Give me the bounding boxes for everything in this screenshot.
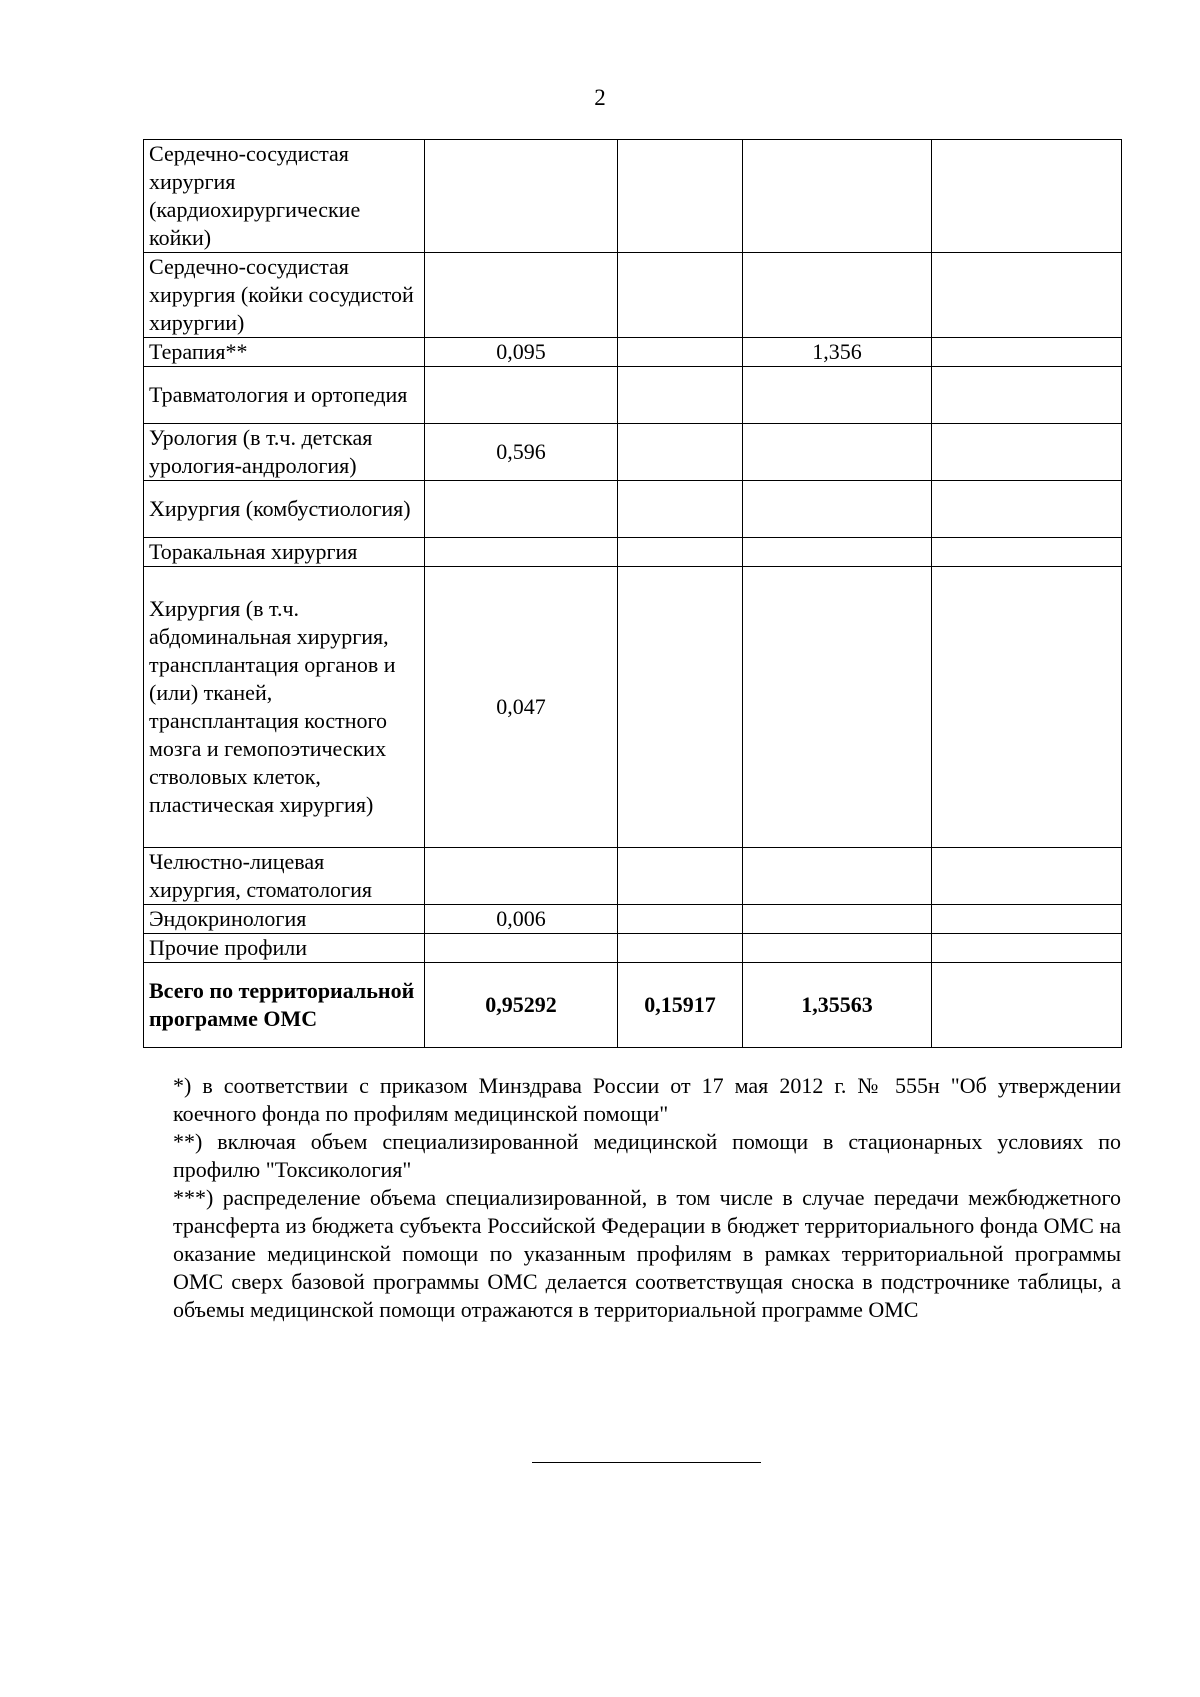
profile-name-cell: Сердечно-сосудистая хирургия (кардиохирургические койки) bbox=[144, 140, 425, 253]
value-cell-col3 bbox=[743, 253, 932, 338]
value-cell-col1 bbox=[425, 253, 618, 338]
value-cell-col4 bbox=[932, 567, 1122, 848]
value-cell-col2 bbox=[618, 848, 743, 905]
value-cell-col2 bbox=[618, 567, 743, 848]
table-row bbox=[144, 538, 1122, 567]
profile-name-cell: Эндокринология bbox=[144, 905, 425, 934]
profile-name-cell: Челюстно-лицевая хирургия, стоматология bbox=[144, 848, 425, 905]
value-cell-col4 bbox=[932, 963, 1122, 1048]
value-cell-col2: 0,15917 bbox=[618, 963, 743, 1048]
value-cell-col1: 0,047 bbox=[425, 567, 618, 848]
value-cell-col1 bbox=[425, 140, 618, 253]
value-cell-col4 bbox=[932, 253, 1122, 338]
table-row bbox=[144, 848, 1122, 905]
page-number: 2 bbox=[594, 85, 606, 110]
footnotes bbox=[173, 1072, 1121, 1324]
table-row bbox=[144, 367, 1122, 424]
table-row bbox=[144, 905, 1122, 934]
value-cell-col3 bbox=[743, 538, 932, 567]
value-cell-col4 bbox=[932, 367, 1122, 424]
value-cell-col4 bbox=[932, 538, 1122, 567]
value-cell-col2 bbox=[618, 253, 743, 338]
value-cell-col1 bbox=[425, 538, 618, 567]
value-cell-col3 bbox=[743, 140, 932, 253]
value-cell-col1: 0,596 bbox=[425, 424, 618, 481]
value-cell-col2 bbox=[618, 338, 743, 367]
value-cell-col3: 1,356 bbox=[743, 338, 932, 367]
value-cell-col1 bbox=[425, 848, 618, 905]
profile-volumes-table bbox=[143, 139, 1122, 1048]
value-cell-col3 bbox=[743, 367, 932, 424]
value-cell-col2 bbox=[618, 424, 743, 481]
value-cell-col4 bbox=[932, 905, 1122, 934]
value-cell-col2 bbox=[618, 367, 743, 424]
value-cell-col1: 0,095 bbox=[425, 338, 618, 367]
value-cell-col3 bbox=[743, 905, 932, 934]
table-row bbox=[144, 934, 1122, 963]
value-cell-col4 bbox=[932, 338, 1122, 367]
value-cell-col4 bbox=[932, 481, 1122, 538]
value-cell-col4 bbox=[932, 424, 1122, 481]
table-body bbox=[144, 140, 1122, 1048]
value-cell-col1 bbox=[425, 367, 618, 424]
profile-name-cell: Сердечно-сосудистая хирургия (койки сосудистой хирургии) bbox=[144, 253, 425, 338]
value-cell-col2 bbox=[618, 934, 743, 963]
value-cell-col3: 1,35563 bbox=[743, 963, 932, 1048]
value-cell-col4 bbox=[932, 140, 1122, 253]
profile-name-cell: Прочие профили bbox=[144, 934, 425, 963]
profile-name-cell: Травматология и ортопедия bbox=[144, 367, 425, 424]
footnote-1: *) в соответствии с приказом Минздрава России от 17 мая 2012 г. № 555н "Об утверждении коечного фонда по профилям медицинской помощи" bbox=[173, 1073, 1121, 1126]
profile-name-cell: Хирургия (комбустиология) bbox=[144, 481, 425, 538]
table-row bbox=[144, 253, 1122, 338]
table-row bbox=[144, 140, 1122, 253]
value-cell-col4 bbox=[932, 934, 1122, 963]
value-cell-col1: 0,006 bbox=[425, 905, 618, 934]
end-separator-line bbox=[532, 1462, 761, 1463]
value-cell-col2 bbox=[618, 481, 743, 538]
value-cell-col1 bbox=[425, 934, 618, 963]
table-row bbox=[144, 424, 1122, 481]
profile-name-cell: Всего по территориальной программе ОМС bbox=[144, 963, 425, 1048]
table-total-row bbox=[144, 963, 1122, 1048]
profile-name-cell: Терапия** bbox=[144, 338, 425, 367]
value-cell-col4 bbox=[932, 848, 1122, 905]
value-cell-col3 bbox=[743, 424, 932, 481]
value-cell-col2 bbox=[618, 140, 743, 253]
profile-name-cell: Урология (в т.ч. детская урология-андрология) bbox=[144, 424, 425, 481]
table-row bbox=[144, 481, 1122, 538]
value-cell-col1 bbox=[425, 481, 618, 538]
value-cell-col1: 0,95292 bbox=[425, 963, 618, 1048]
footnote-3: ***) распределение объема специализированной, в том числе в случае передачи межбюджетного трансферта из бюджета субъекта Российской Федерации в бюджет территориального фонда ОМС на оказание медицинской помощи по указанным профилям в рамках территориальной программы ОМС сверх базовой программы ОМС делается соответствущая сноска в подстрочнике таблицы, а объемы медицинской помощи отражаются в территориальной программе ОМС bbox=[173, 1185, 1121, 1322]
value-cell-col3 bbox=[743, 934, 932, 963]
profile-name-cell: Торакальная хирургия bbox=[144, 538, 425, 567]
value-cell-col3 bbox=[743, 481, 932, 538]
value-cell-col2 bbox=[618, 538, 743, 567]
value-cell-col3 bbox=[743, 848, 932, 905]
value-cell-col3 bbox=[743, 567, 932, 848]
profile-name-cell: Хирургия (в т.ч. абдоминальная хирургия, трансплантация органов и (или) тканей, трансплантация костного мозга и гемопоэтических стволовых клеток, пластическая хирургия) bbox=[144, 567, 425, 848]
value-cell-col2 bbox=[618, 905, 743, 934]
footnote-2: **) включая объем специализированной медицинской помощи в стационарных условиях по профилю "Токсикология" bbox=[173, 1129, 1121, 1182]
table-row bbox=[144, 338, 1122, 367]
table-row bbox=[144, 567, 1122, 848]
